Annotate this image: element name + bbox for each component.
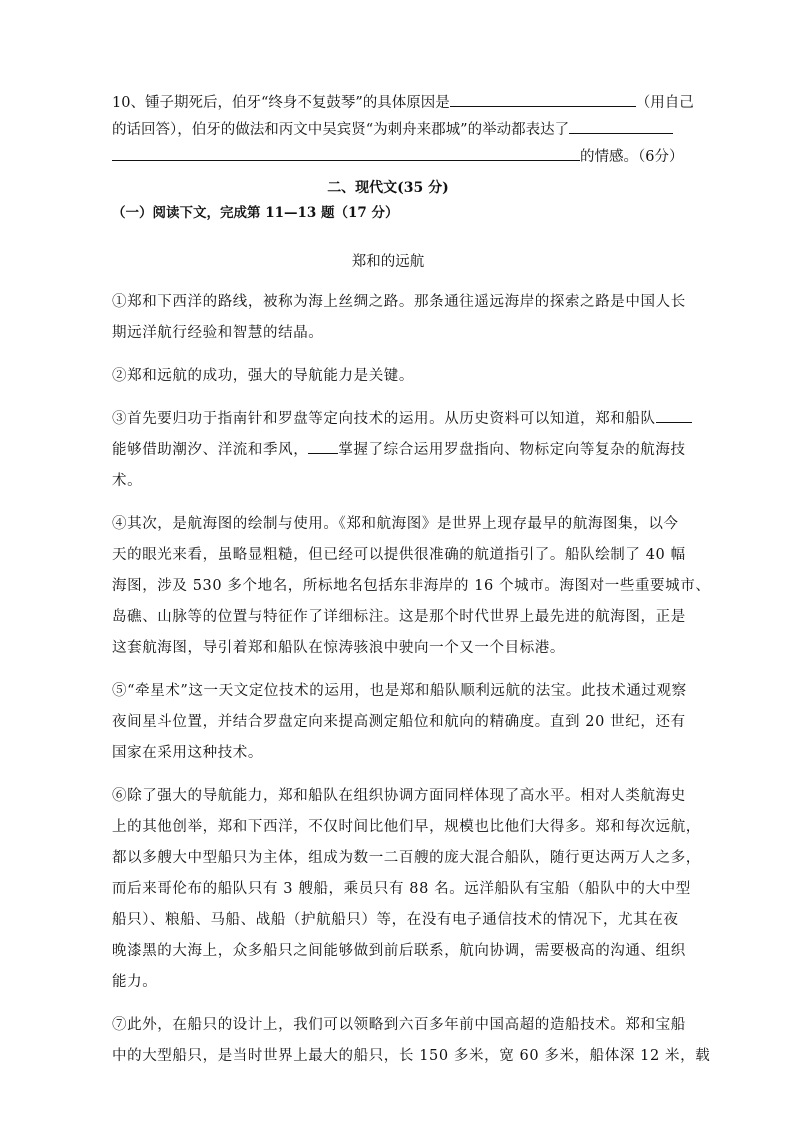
paragraph-2 [112, 361, 664, 392]
paragraph-line: 船只）、粮船、马船、战船（护航船只）等，在没有电子通信技术的情况下，尤其在夜 [112, 912, 679, 928]
paragraph-line: ④其次，是航海图的绘制与使用。《郑和航海图》是世界上现存最早的航海图集，以今 [112, 516, 679, 532]
paragraph-line: ⑥除了强大的导航能力，郑和船队在组织协调方面同样体现了高水平。相对人类航海史 [112, 788, 686, 804]
answer-blank-1[interactable] [450, 90, 636, 107]
fill-blank-a[interactable] [656, 406, 692, 423]
paragraph-3 [112, 404, 686, 497]
paragraph-line: 都以多艘大中型船只为主体，组成为数一二百艘的庞大混合船队，随行更达两万人之多， [112, 850, 701, 866]
question-10 [112, 90, 694, 171]
paragraph-1 [112, 287, 686, 349]
paragraph-line: 岛礁、山脉等的位置与特征作了详细标注。这是那个时代世界上最先进的航海图，正是 [112, 609, 686, 625]
question-10-text-2a: 的话回答），伯牙的做法和丙文中吴宾贤“为刺舟来郡城”的举动都表达了 [112, 122, 570, 138]
paragraph-3-text-2a: 能够借助潮汐、洋流和季风， [112, 442, 309, 458]
question-10-text-1a: 10、锺子期死后，伯牙“终身不复鼓琴”的具体原因是 [112, 95, 450, 111]
paragraph-4 [112, 509, 711, 664]
article-title: 郑和的远航 [351, 254, 425, 270]
paragraph-line [112, 404, 664, 435]
paragraph-line: 期远洋航行经验和智慧的结晶。 [112, 325, 324, 341]
paragraph-6 [112, 781, 701, 998]
paragraph-line: ①郑和下西洋的路线，被称为海上丝绸之路。那条通往遥远海岸的探索之路是中国人长 [112, 294, 686, 310]
paragraph-line: 天的眼光来看，虽略显粗糙，但已经可以提供很准确的航道指引了。船队绘制了 40 幅 [112, 547, 686, 563]
paragraph-line: ⑦此外，在船只的设计上，我们可以领略到六百多年前中国高超的造船技术。郑和宝船 [112, 1017, 686, 1033]
question-10-text-3b: 的情感。（6分） [580, 149, 684, 165]
paragraph-line: 海图，涉及 530 多个地名，所标地名包括东非海岸的 16 个城市。海图对一些重要城市、 [112, 578, 711, 594]
paragraph-line: 晚漆黑的大海上，众多船只之间能够做到前后联系，航向协调，需要极高的沟通、组织 [112, 943, 686, 959]
paragraph-7 [112, 1010, 711, 1072]
page-content [112, 90, 711, 1072]
paragraph-line: 国家在采用这种技术。 [112, 745, 263, 761]
paragraph-line: 这套航海图，导引着郑和船队在惊涛骇浪中驶向一个又一个目标港。 [112, 640, 565, 656]
paragraph-line: 而后来哥伦布的船队只有 3 艘船，乘员只有 88 名。远洋船队有宝船（船队中的大中型 [112, 881, 691, 897]
fill-blank-b[interactable] [308, 437, 338, 454]
paragraph-3-text-2b: 掌握了综合运用罗盘指向、物标定向等复杂的航海技 [338, 442, 686, 458]
paragraph-line [112, 435, 686, 466]
paragraph-line: 中的大型船只，是当时世界上最大的船只，长 150 多米，宽 60 多米，船体深 12 米，载 [112, 1048, 711, 1064]
question-10-line-1 [112, 90, 694, 117]
section-title: 二、现代文(35 分) [327, 180, 449, 196]
answer-blank-3[interactable] [112, 144, 580, 161]
paragraph-line: 夜间星斗位置，并结合罗盘定向来提高测定船位和航向的精确度。直到 20 世纪，还有 [112, 714, 686, 730]
question-10-line-2 [112, 117, 664, 144]
answer-blank-2[interactable] [569, 117, 673, 134]
subsection-title: （一）阅读下文，完成第 11—13 题（17 分） [112, 205, 399, 221]
paragraph-line: ⑤“牵星术”这一天文定位技术的运用，也是郑和船队顺利远航的法宝。此技术通过观察 [112, 683, 687, 699]
paragraph-3-text-1: ③首先要归功于指南针和罗盘等定向技术的运用。从历史资料可以知道，郑和船队 [112, 411, 656, 427]
paragraph-5 [112, 676, 687, 769]
question-10-line-3 [112, 144, 684, 171]
paragraph-line: 上的其他创举，郑和下西洋，不仅时间比他们早，规模也比他们大得多。郑和每次远航， [112, 819, 701, 835]
question-10-text-1b: （用自己 [635, 95, 694, 111]
paragraph-line: 术。 [112, 473, 143, 489]
paragraph-line: ②郑和远航的成功，强大的导航能力是关键。 [112, 368, 414, 384]
paragraph-line: 能力。 [112, 974, 158, 990]
